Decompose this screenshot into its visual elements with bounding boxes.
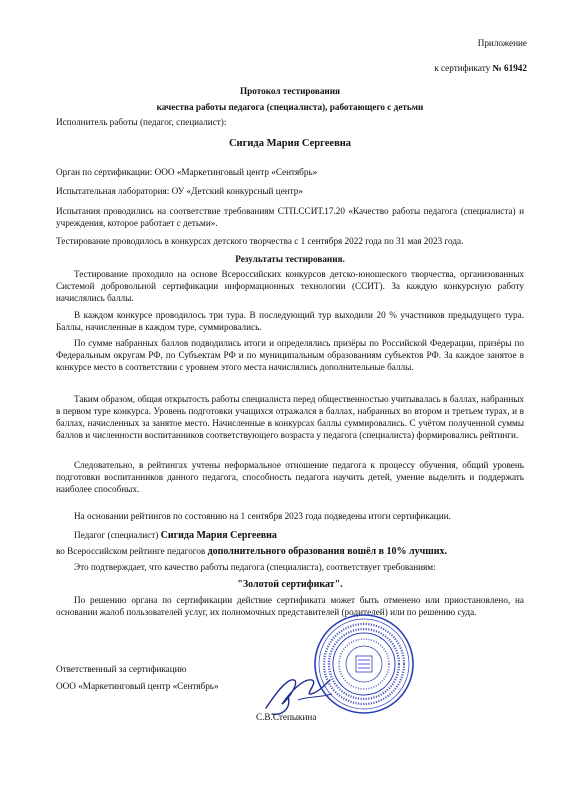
summary-paragraph: На основании рейтингов по состоянию на 1 сентября 2023 года подведены итоги сертификации.	[74, 511, 451, 521]
confirmation-line: Это подтверждает, что качество работы педагога (специалиста), соответствует требованиям:	[74, 562, 436, 572]
certification-stamp	[312, 612, 416, 716]
certificate-ref-text: к сертификату	[434, 63, 491, 73]
rating-line	[56, 545, 524, 558]
rating-result: дополнительного образования вошёл в 10% лучших.	[207, 546, 447, 557]
testing-period: Тестирование проводилось в конкурсах детского творчества с 1 сентября 2022 года по 31 мая 2023 года.	[56, 236, 464, 246]
results-paragraph-1: Тестирование проходило на основе Всероссийских конкурсов детско-юношеского творчества, организованных Системой добровольной сертификации информационных технологии (ССИТ). За каждую конкурсную работу начислялись баллы.	[56, 269, 524, 303]
protocol-title: Протокол тестирования	[240, 86, 340, 96]
signer-name: С.В.Степыкина	[256, 712, 317, 722]
responsible-org: ООО «Маркетинговый центр «Сентябрь»	[56, 681, 219, 691]
testing-standard: Испытания проводились на соответствие требованиям СТП.ССИТ.17.20 «Качество работы педагога (специалиста) и учреждения, которое работает с детьми».	[56, 206, 524, 228]
certification-organ: Орган по сертификации: ООО «Маркетинговый центр «Сентябрь»	[56, 167, 318, 177]
rating-prefix: во Всероссийском рейтинге педагогов	[56, 546, 206, 556]
results-paragraph-3: По сумме набранных баллов подводились итоги и определялись призёры по Российской Федерации, призёры по Федеральным округам РФ, по Субъектам РФ и по муниципальным образованиям субъектов РФ. За каждое занятое в конкурсе место в соответствии с уровнем этого места начислялись дополнительные баллы.	[56, 338, 524, 372]
results-paragraph-2: В каждом конкурсе проводилось три тура. В последующий тур выходили 20 % участников предыдущего тура. Баллы, начисленные в каждом туре, суммировались.	[56, 310, 524, 332]
certificate-ref	[434, 63, 527, 75]
teacher-label: Педагог (специалист)	[74, 530, 159, 540]
protocol-subtitle: качества работы педагога (специалиста), работающего с детьми	[156, 102, 424, 112]
appendix-label: Приложение	[477, 38, 527, 48]
results-heading: Результаты тестирования.	[235, 254, 345, 264]
responsible-label: Ответственный за сертификацию	[56, 664, 187, 674]
certificate-number: № 61942	[492, 63, 527, 73]
results-paragraph-5: Следовательно, в рейтингах учтены неформальное отношение педагога к процессу обучения, общий уровень подготовки воспитанников данного педагога, способность педагога научить детей, умение выделить и поддержать наиболее способных.	[56, 460, 524, 494]
teacher-line	[56, 529, 524, 542]
executor-name: Сигида Мария Сергеевна	[228, 138, 352, 149]
certificate-grade: "Золотой сертификат".	[237, 579, 343, 590]
executor-label: Исполнитель работы (педагог, специалист):	[56, 117, 227, 127]
testing-lab: Испытательная лаборатория: ОУ «Детский конкурсный центр»	[56, 186, 303, 196]
revocation-note: По решению органа по сертификации действие сертификата может быть отменено или приостановлено, на основании жалоб пользователей услуг, их полномочных представителей (родителей) или по решению суда.	[56, 595, 524, 617]
results-paragraph-4: Таким образом, общая открытость работы специалиста перед общественностью учитывалась в баллах, набранных в первом туре конкурса. Уровень подготовки учащихся отражался в баллах, набранных во втором и третьем турах, и в баллах, начисленных за занятое место. Начисленные в конкурсах баллы суммировались. С учётом полученной суммы баллов и численности воспитанников соответствующего возраста у педагога (специалиста) формировались рейтинги.	[56, 394, 524, 440]
teacher-name: Сигида Мария Сергеевна	[160, 530, 277, 541]
